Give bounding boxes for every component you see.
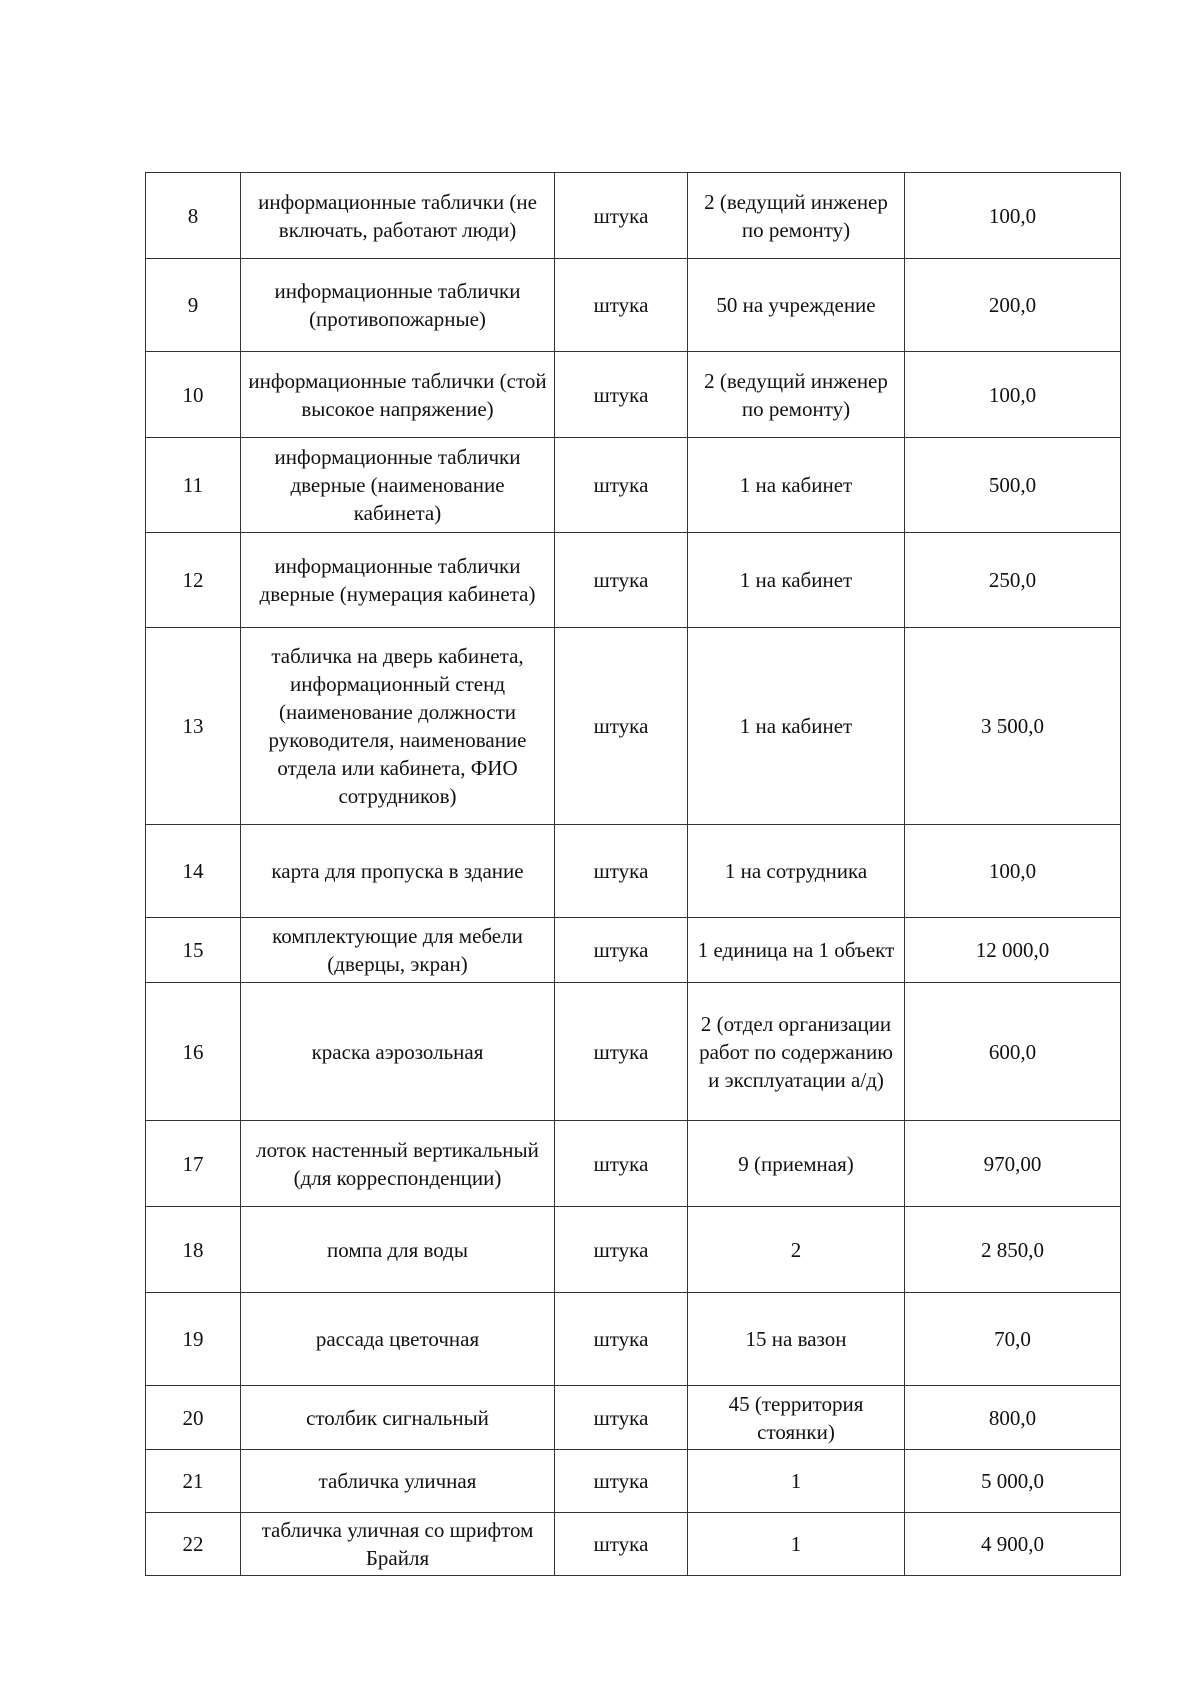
item-norm: 2 (ведущий инженер по ремонту)	[688, 173, 905, 259]
table-row	[146, 1293, 1121, 1386]
item-norm: 50 на учреждение	[688, 259, 905, 352]
item-unit: штука	[555, 259, 688, 352]
item-unit: штука	[555, 1121, 688, 1207]
item-unit: штука	[555, 173, 688, 259]
item-unit: штука	[555, 352, 688, 438]
row-number: 14	[146, 825, 241, 918]
item-norm: 1 на кабинет	[688, 533, 905, 628]
item-price: 250,0	[905, 533, 1121, 628]
item-price: 100,0	[905, 352, 1121, 438]
item-price: 5 000,0	[905, 1450, 1121, 1513]
row-number: 22	[146, 1513, 241, 1576]
row-number: 18	[146, 1207, 241, 1293]
item-name: карта для пропуска в здание	[241, 825, 555, 918]
table-row	[146, 438, 1121, 533]
table-row	[146, 918, 1121, 983]
table-row	[146, 1121, 1121, 1207]
table-row	[146, 533, 1121, 628]
item-name: информационные таблички дверные (нумерация кабинета)	[241, 533, 555, 628]
item-price: 600,0	[905, 983, 1121, 1121]
item-unit: штука	[555, 1513, 688, 1576]
item-norm: 2 (отдел организации работ по содержанию и эксплуатации а/д)	[688, 983, 905, 1121]
item-norm: 2 (ведущий инженер по ремонту)	[688, 352, 905, 438]
item-norm: 1 на кабинет	[688, 438, 905, 533]
table-row	[146, 259, 1121, 352]
item-norm: 2	[688, 1207, 905, 1293]
item-price: 4 900,0	[905, 1513, 1121, 1576]
table-row	[146, 173, 1121, 259]
item-norm: 1	[688, 1513, 905, 1576]
item-unit: штука	[555, 918, 688, 983]
table-row	[146, 1513, 1121, 1576]
table-row	[146, 352, 1121, 438]
item-name: столбик сигнальный	[241, 1386, 555, 1450]
row-number: 12	[146, 533, 241, 628]
item-price: 100,0	[905, 173, 1121, 259]
item-unit: штука	[555, 1450, 688, 1513]
item-price: 970,00	[905, 1121, 1121, 1207]
item-price: 200,0	[905, 259, 1121, 352]
item-price: 800,0	[905, 1386, 1121, 1450]
table-row	[146, 628, 1121, 825]
item-price: 12 000,0	[905, 918, 1121, 983]
item-price: 100,0	[905, 825, 1121, 918]
item-name: помпа для воды	[241, 1207, 555, 1293]
item-name: информационные таблички (не включать, работают люди)	[241, 173, 555, 259]
item-norm: 1 на сотрудника	[688, 825, 905, 918]
item-price: 500,0	[905, 438, 1121, 533]
item-unit: штука	[555, 983, 688, 1121]
items-table	[145, 172, 1121, 1576]
row-number: 17	[146, 1121, 241, 1207]
item-unit: штука	[555, 825, 688, 918]
row-number: 11	[146, 438, 241, 533]
item-name: рассада цветочная	[241, 1293, 555, 1386]
table-row	[146, 983, 1121, 1121]
row-number: 20	[146, 1386, 241, 1450]
row-number: 19	[146, 1293, 241, 1386]
item-unit: штука	[555, 1386, 688, 1450]
item-name: краска аэрозольная	[241, 983, 555, 1121]
item-name: комплектующие для мебели (дверцы, экран)	[241, 918, 555, 983]
table-row	[146, 1450, 1121, 1513]
item-norm: 1 единица на 1 объект	[688, 918, 905, 983]
item-norm: 9 (приемная)	[688, 1121, 905, 1207]
row-number: 10	[146, 352, 241, 438]
row-number: 15	[146, 918, 241, 983]
item-name: табличка уличная со шрифтом Брайля	[241, 1513, 555, 1576]
item-name: лоток настенный вертикальный (для корреспонденции)	[241, 1121, 555, 1207]
row-number: 13	[146, 628, 241, 825]
item-norm: 45 (территория стоянки)	[688, 1386, 905, 1450]
item-unit: штука	[555, 533, 688, 628]
item-name: информационные таблички (противопожарные)	[241, 259, 555, 352]
row-number: 16	[146, 983, 241, 1121]
item-unit: штука	[555, 1207, 688, 1293]
item-unit: штука	[555, 1293, 688, 1386]
table-row	[146, 1386, 1121, 1450]
row-number: 9	[146, 259, 241, 352]
item-unit: штука	[555, 438, 688, 533]
item-name: табличка уличная	[241, 1450, 555, 1513]
item-name: информационные таблички (стой высокое напряжение)	[241, 352, 555, 438]
item-price: 2 850,0	[905, 1207, 1121, 1293]
item-norm: 15 на вазон	[688, 1293, 905, 1386]
item-norm: 1 на кабинет	[688, 628, 905, 825]
item-unit: штука	[555, 628, 688, 825]
item-norm: 1	[688, 1450, 905, 1513]
table-row	[146, 825, 1121, 918]
item-name: табличка на дверь кабинета, информационный стенд (наименование должности руководителя, наименование отдела или кабинета, ФИО сотрудников)	[241, 628, 555, 825]
item-price: 70,0	[905, 1293, 1121, 1386]
item-name: информационные таблички дверные (наименование кабинета)	[241, 438, 555, 533]
row-number: 21	[146, 1450, 241, 1513]
row-number: 8	[146, 173, 241, 259]
table-row	[146, 1207, 1121, 1293]
item-price: 3 500,0	[905, 628, 1121, 825]
